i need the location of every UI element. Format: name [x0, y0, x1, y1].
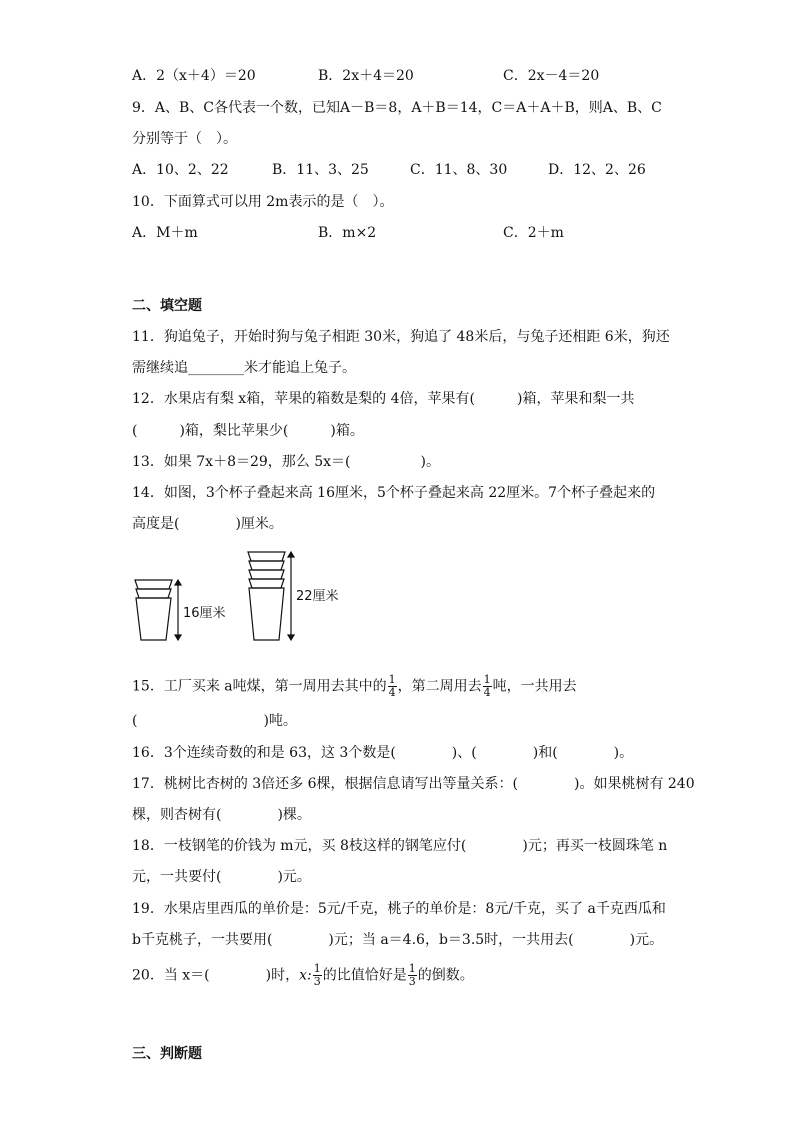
q18-line2: 元，一共要付( )元。 [132, 869, 311, 885]
q19-line2: b千克桃子，一共要用( )元；当 a＝4.6，b＝3.5时，一共用去( )元。 [132, 932, 664, 948]
q17-line2: 棵，则杏树有( )棵。 [132, 807, 311, 823]
q12-line1: 12．水果店有梨 x箱，苹果的箱数是梨的 4倍，苹果有( )箱，苹果和梨一共 [132, 391, 635, 407]
q13-line1: 13．如果 7x＋8＝29，那么 5x＝( )。 [132, 454, 440, 470]
q14-line2: 高度是( )厘米。 [132, 516, 283, 532]
q8-option-c: C．2x－4＝20 [503, 68, 600, 84]
q20-text-part3: 的比值恰好是 [322, 967, 407, 984]
q11-line2: 需继续追________米才能追上兔子。 [132, 360, 356, 376]
q15-text-part1: 15．工厂买来 a吨煤，第一周用去其中的 [132, 678, 387, 695]
q15-text-part2: ，第二周用去 [397, 678, 482, 695]
q16-line1: 16．3个连续奇数的和是 63，这 3个数是( )、( )和( )。 [132, 745, 634, 761]
q14-line1: 14．如图，3个杯子叠起来高 16厘米，5个杯子叠起来高 22厘米。7个杯子叠起来的 [132, 485, 656, 501]
height-marker-22 [288, 552, 294, 640]
q10-option-c: C．2＋m [503, 225, 564, 241]
q20-fraction-2: $\frac{1}{3}$ [408, 962, 416, 988]
section-3-title: 三、判断题 [132, 1046, 202, 1062]
q9-option-d: D．12、2、26 [548, 162, 646, 178]
q10-option-a: A．M＋m [132, 225, 198, 241]
q20-text-part1: 20．当 x＝( )时， [132, 967, 300, 984]
q9-stem-line2: 分别等于（ ）。 [132, 131, 237, 147]
q15-fraction-2: $\frac{1}{4}$ [483, 673, 491, 699]
cup-stack-figure [128, 545, 358, 650]
q15-text-part3: 吨，一共用去 [492, 678, 577, 695]
q20-text-part4: 的倒数。 [417, 967, 474, 984]
q17-line1: 17．桃树比杏树的 3倍还多 6棵，根据信息请写出等量关系：( )。如果桃树有 240 [132, 776, 695, 792]
q20-text-part2: x: [299, 967, 312, 984]
three-cup-stack [135, 580, 172, 640]
q19-line1: 19．水果店里西瓜的单价是：5元/千克，桃子的单价是：8元/千克，买了 a千克西瓜和 [132, 901, 666, 917]
q15-fraction-1: $\frac{1}{4}$ [388, 673, 396, 699]
q8-option-a: A．2（x＋4）＝20 [132, 68, 256, 84]
q9-option-a: A．10、2、22 [132, 162, 229, 178]
q12-line2: ( )箱，梨比苹果少( )箱。 [132, 423, 364, 439]
q20-fraction-1: $\frac{1}{3}$ [313, 962, 321, 988]
q8-option-b: B．2x＋4＝20 [318, 68, 414, 84]
q10-option-b: B．m×2 [318, 225, 377, 241]
q11-line1: 11．狗追兔子，开始时狗与兔子相距 30米，狗追了 48米后，与兔子还相距 6米，狗还 [132, 329, 670, 345]
height-marker-16 [175, 580, 181, 640]
height-label-16: 16厘米 [183, 606, 226, 621]
q9-option-b: B．11、3、25 [272, 162, 369, 178]
section-2-title: 二、填空题 [132, 298, 202, 314]
q15-line2: ( )吨。 [132, 713, 297, 729]
q20-line1 [132, 963, 474, 988]
q9-option-c: C．11、8、30 [410, 162, 508, 178]
height-label-22: 22厘米 [296, 589, 339, 604]
q9-stem-line1: 9．A、B、C各代表一个数，已知A－B＝8，A＋B＝14，C＝A＋A＋B，则A、B、C [132, 100, 662, 116]
q10-stem: 10．下面算式可以用 2m表示的是（ ）。 [132, 194, 394, 210]
q15-line1 [132, 674, 577, 699]
five-cup-stack [248, 552, 285, 640]
q18-line1: 18．一枝钢笔的价钱为 m元，买 8枝这样的钢笔应付( )元；再买一枝圆珠笔 n [132, 838, 668, 854]
